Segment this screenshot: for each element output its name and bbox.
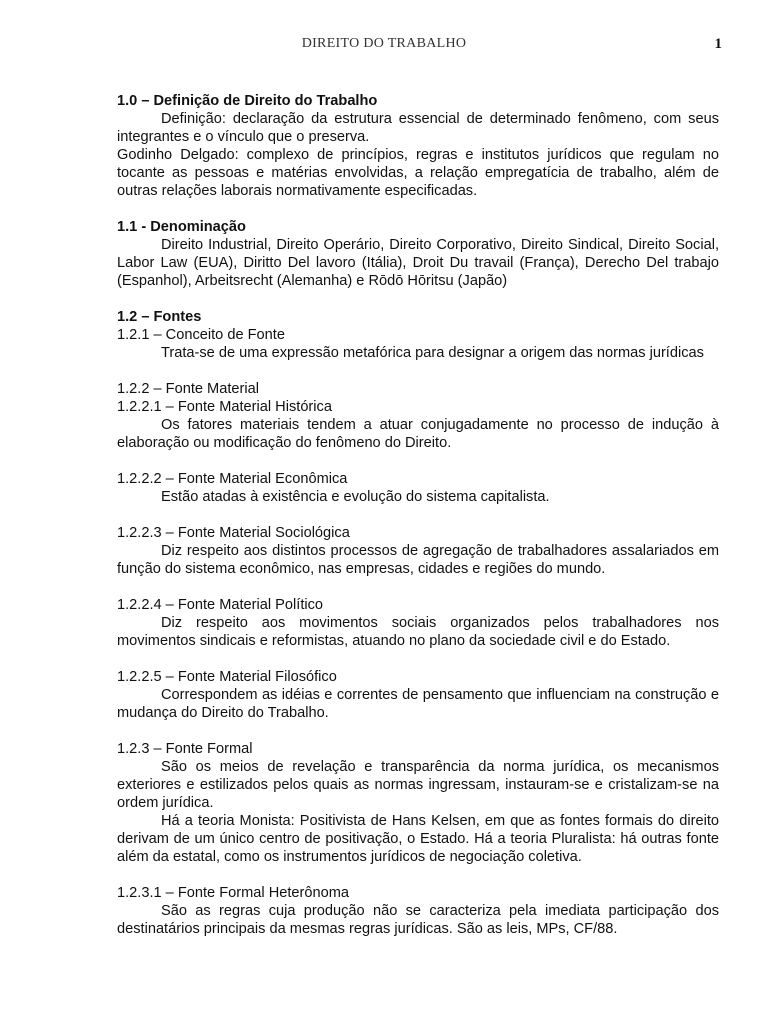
subsection-title: 1.2.1 – Conceito de Fonte — [117, 327, 285, 343]
subsection-title: 1.2.3 – Fonte Formal — [117, 741, 253, 757]
subsection-title: 1.2.2 – Fonte Material — [117, 381, 259, 397]
running-header — [0, 36, 768, 56]
paragraph: Definição: declaração da estrutura essencial de determinado fenômeno, com seus integrantes e o vínculo que o preserva. — [117, 111, 719, 145]
subsection-title: 1.2.2.2 – Fonte Material Econômica — [117, 471, 348, 487]
document-body — [117, 92, 719, 938]
paragraph: Diz respeito aos distintos processos de agregação de trabalhadores assalariados em função do sistema econômico, nas empresas, cidades e regiões do mundo. — [117, 543, 719, 577]
paragraph: Diz respeito aos movimentos sociais organizados pelos trabalhadores nos movimentos sindicais e reformistas, atuando no plano da sociedade civil e do Estado. — [117, 615, 719, 649]
subsection-title: 1.2.2.1 – Fonte Material Histórica — [117, 399, 332, 415]
paragraph: São as regras cuja produção não se caracteriza pela imediata participação dos destinatários principais da mesmas regras jurídicas. São as leis, MPs, CF/88. — [117, 903, 719, 937]
paragraph: Trata-se de uma expressão metafórica para designar a origem das normas jurídicas — [161, 345, 704, 361]
paragraph: Há a teoria Monista: Positivista de Hans Kelsen, em que as fontes formais do direito derivam de um único centro de positivação, o Estado. Há a teoria Pluralista: há outras fonte além da estatal, como os instrumentos jurídicos de negociação coletiva. — [117, 813, 719, 865]
paragraph: Os fatores materiais tendem a atuar conjugadamente no processo de indução à elaboração ou modificação do fenômeno do Direito. — [117, 417, 719, 451]
paragraph: Correspondem as idéias e correntes de pensamento que influenciam na construção e mudança do Direito do Trabalho. — [117, 687, 719, 721]
paragraph: São os meios de revelação e transparência da norma jurídica, os mecanismos exteriores e estilizados pelos quais as normas ingressam, instauram-se e cristalizam-se na ordem jurídica. — [117, 759, 719, 811]
section-heading-1-2: 1.2 – Fontes — [117, 309, 202, 325]
page-number: 1 — [714, 36, 722, 52]
subsection-title: 1.2.2.5 – Fonte Material Filosófico — [117, 669, 337, 685]
paragraph: Godinho Delgado: complexo de princípios, regras e institutos jurídicos que regulam no tocante as pessoas e matérias envolvidas, a relação empregatícia de trabalho, além de outras relações laborais normativamente especificadas. — [117, 147, 719, 199]
paragraph: Estão atadas à existência e evolução do sistema capitalista. — [161, 489, 550, 505]
section-heading-1-0: 1.0 – Definição de Direito do Trabalho — [117, 93, 378, 109]
subsection-title: 1.2.2.4 – Fonte Material Político — [117, 597, 324, 613]
subsection-title: 1.2.2.3 – Fonte Material Sociológica — [117, 525, 350, 541]
paragraph: Direito Industrial, Direito Operário, Direito Corporativo, Direito Sindical, Direito Social, Labor Law (EUA), Diritto Del lavoro (Itália), Droit Du travail (França), Derecho Del trabajo (Espanhol), Arbeitsrecht (Alemanha) e Rōdō Hōritsu (Japão) — [117, 237, 719, 289]
header-title: DIREITO DO TRABALHO — [301, 36, 467, 51]
subsection-title: 1.2.3.1 – Fonte Formal Heterônoma — [117, 885, 349, 901]
section-heading-1-1: 1.1 - Denominação — [117, 219, 246, 235]
